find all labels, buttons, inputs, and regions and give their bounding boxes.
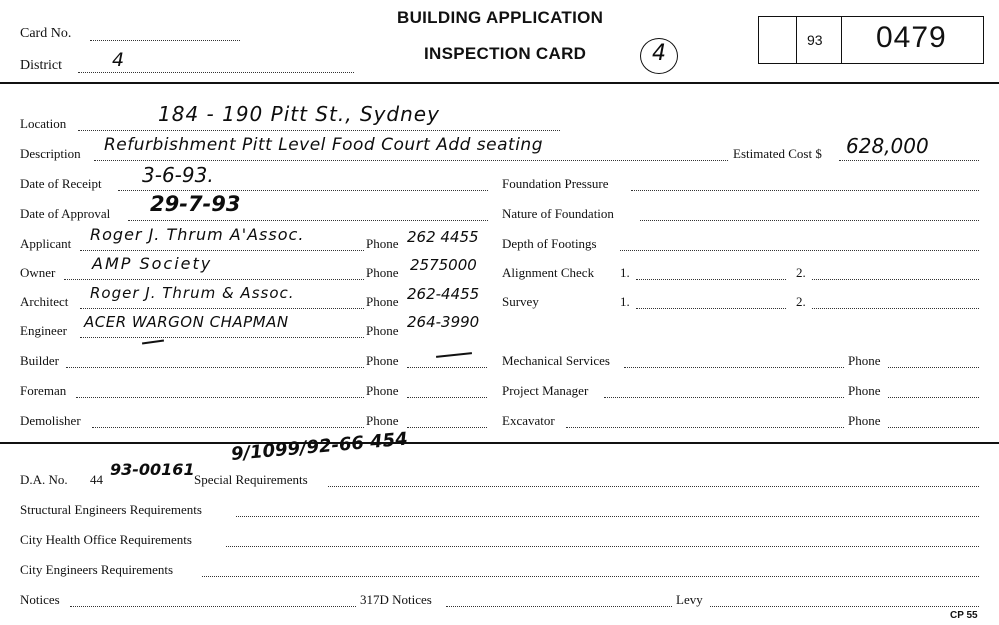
date-approval-label: Date of Approval xyxy=(20,206,111,221)
survey-label: Survey xyxy=(502,294,539,309)
date-receipt-label: Date of Receipt xyxy=(20,176,102,191)
excavator-label: Excavator xyxy=(502,413,555,428)
da-no-value: 93-00161 xyxy=(110,460,195,479)
foundation-pressure-field[interactable] xyxy=(631,190,979,191)
levy-field[interactable] xyxy=(710,606,979,607)
mechanical-phone-field[interactable] xyxy=(888,367,979,368)
estimated-cost-value: 628,000 xyxy=(846,134,929,158)
architect-phone-label: Phone xyxy=(366,294,399,309)
architect-label: Architect xyxy=(20,294,69,309)
project-manager-phone-label: Phone xyxy=(848,383,881,398)
city-engineers-field[interactable] xyxy=(202,576,979,577)
health-label: City Health Office Requirements xyxy=(20,532,192,547)
applicant-value: Roger J. Thrum A'Assoc. xyxy=(90,225,305,244)
engineer-underline-mark xyxy=(142,339,164,344)
demolisher-label: Demolisher xyxy=(20,413,81,428)
engineer-phone-value: 264-3990 xyxy=(407,313,480,331)
builder-phone-label: Phone xyxy=(366,353,399,368)
levy-label: Levy xyxy=(676,592,703,607)
district-label: District xyxy=(20,58,62,73)
mechanical-field[interactable] xyxy=(624,367,844,368)
form-title-line1: BUILDING APPLICATION xyxy=(397,8,604,27)
architect-field[interactable] xyxy=(80,308,364,309)
owner-phone-label: Phone xyxy=(366,265,399,280)
excavator-phone-field[interactable] xyxy=(888,427,979,428)
depth-footings-field[interactable] xyxy=(620,250,979,251)
owner-label: Owner xyxy=(20,265,56,280)
district-field[interactable] xyxy=(78,72,354,73)
card-no-label: Card No. xyxy=(20,26,72,41)
excavator-phone-label: Phone xyxy=(848,413,881,428)
box-divider-1 xyxy=(796,16,797,64)
location-value: 184 - 190 Pitt St., Sydney xyxy=(158,102,440,126)
foreman-phone-label: Phone xyxy=(366,383,399,398)
notices-label: Notices xyxy=(20,592,60,607)
builder-phone-field[interactable] xyxy=(407,367,487,368)
health-field[interactable] xyxy=(226,546,979,547)
project-manager-phone-field[interactable] xyxy=(888,397,979,398)
special-requirements-field[interactable] xyxy=(328,486,979,487)
project-manager-label: Project Manager xyxy=(502,383,589,398)
notices-317d-field[interactable] xyxy=(446,606,672,607)
survey-field-1[interactable] xyxy=(636,308,786,309)
builder-phone-dash-mark xyxy=(436,352,472,358)
notices-field[interactable] xyxy=(70,606,356,607)
nature-foundation-label: Nature of Foundation xyxy=(502,206,614,221)
city-engineers-label: City Engineers Requirements xyxy=(20,562,174,577)
survey-num-2: 2. xyxy=(796,294,806,309)
card-no-field[interactable] xyxy=(90,40,240,41)
alignment-check-label: Alignment Check xyxy=(502,265,595,280)
date-receipt-value: 3-6-93. xyxy=(142,163,214,187)
circled-number: 4 xyxy=(652,41,666,66)
card-number: 0479 xyxy=(876,21,947,54)
architect-value: Roger J. Thrum & Assoc. xyxy=(90,284,295,302)
demolisher-field[interactable] xyxy=(92,427,364,428)
estimated-cost-field[interactable] xyxy=(839,160,979,161)
district-value: 4 xyxy=(112,49,125,71)
da-no-label: D.A. No. xyxy=(20,472,68,487)
foreman-field[interactable] xyxy=(76,397,364,398)
special-requirements-label: Special Requirements xyxy=(194,472,308,487)
date-approval-value: 29-7-93 xyxy=(150,192,241,216)
foreman-label: Foreman xyxy=(20,383,67,398)
estimated-cost-label: Estimated Cost $ xyxy=(733,146,822,161)
builder-label: Builder xyxy=(20,353,59,368)
survey-field-2[interactable] xyxy=(812,308,979,309)
special-requirements-value: 9/1099/92-66 454 xyxy=(230,428,409,465)
mechanical-phone-label: Phone xyxy=(848,353,881,368)
architect-phone-value: 262-4455 xyxy=(407,285,480,303)
foundation-pressure-label: Foundation Pressure xyxy=(502,176,609,191)
applicant-phone-value: 262 4455 xyxy=(407,228,479,246)
demolisher-phone-field[interactable] xyxy=(407,427,487,428)
location-label: Location xyxy=(20,116,67,131)
description-field[interactable] xyxy=(94,160,728,161)
form-code: CP 55 xyxy=(950,610,978,621)
description-label: Description xyxy=(20,146,81,161)
owner-field[interactable] xyxy=(64,279,364,280)
card-number-box xyxy=(758,16,984,64)
requirements-rule xyxy=(0,442,999,444)
engineer-phone-label: Phone xyxy=(366,323,399,338)
demolisher-phone-label: Phone xyxy=(366,413,399,428)
depth-footings-label: Depth of Footings xyxy=(502,236,597,251)
survey-num-1: 1. xyxy=(620,294,630,309)
excavator-field[interactable] xyxy=(566,427,844,428)
year-code: 93 xyxy=(807,32,823,48)
date-receipt-field[interactable] xyxy=(118,190,488,191)
applicant-label: Applicant xyxy=(20,236,72,251)
project-manager-field[interactable] xyxy=(604,397,844,398)
location-field[interactable] xyxy=(78,130,560,131)
alignment-check-field-2[interactable] xyxy=(812,279,979,280)
alignment-num-2: 2. xyxy=(796,265,806,280)
description-value: Refurbishment Pitt Level Food Court Add seating xyxy=(104,135,543,155)
form-title-line2: INSPECTION CARD xyxy=(424,44,587,63)
alignment-check-field-1[interactable] xyxy=(636,279,786,280)
engineer-label: Engineer xyxy=(20,323,67,338)
owner-phone-value: 2575000 xyxy=(410,256,477,274)
header-rule xyxy=(0,82,999,84)
notices-317d-label: 317D Notices xyxy=(360,592,432,607)
engineer-field[interactable] xyxy=(80,337,364,338)
date-approval-field[interactable] xyxy=(128,220,488,221)
mechanical-label: Mechanical Services xyxy=(502,353,610,368)
da-no-printed: 44 xyxy=(90,472,103,487)
owner-value: AMP Society xyxy=(92,254,213,273)
builder-field[interactable] xyxy=(66,367,364,368)
applicant-field[interactable] xyxy=(80,250,364,251)
box-divider-2 xyxy=(841,16,842,64)
applicant-phone-label: Phone xyxy=(366,236,399,251)
structural-field[interactable] xyxy=(236,516,979,517)
engineer-value: ACER WARGON CHAPMAN xyxy=(84,313,289,331)
structural-label: Structural Engineers Requirements xyxy=(20,502,202,517)
foreman-phone-field[interactable] xyxy=(407,397,487,398)
nature-foundation-field[interactable] xyxy=(640,220,979,221)
alignment-num-1: 1. xyxy=(620,265,630,280)
